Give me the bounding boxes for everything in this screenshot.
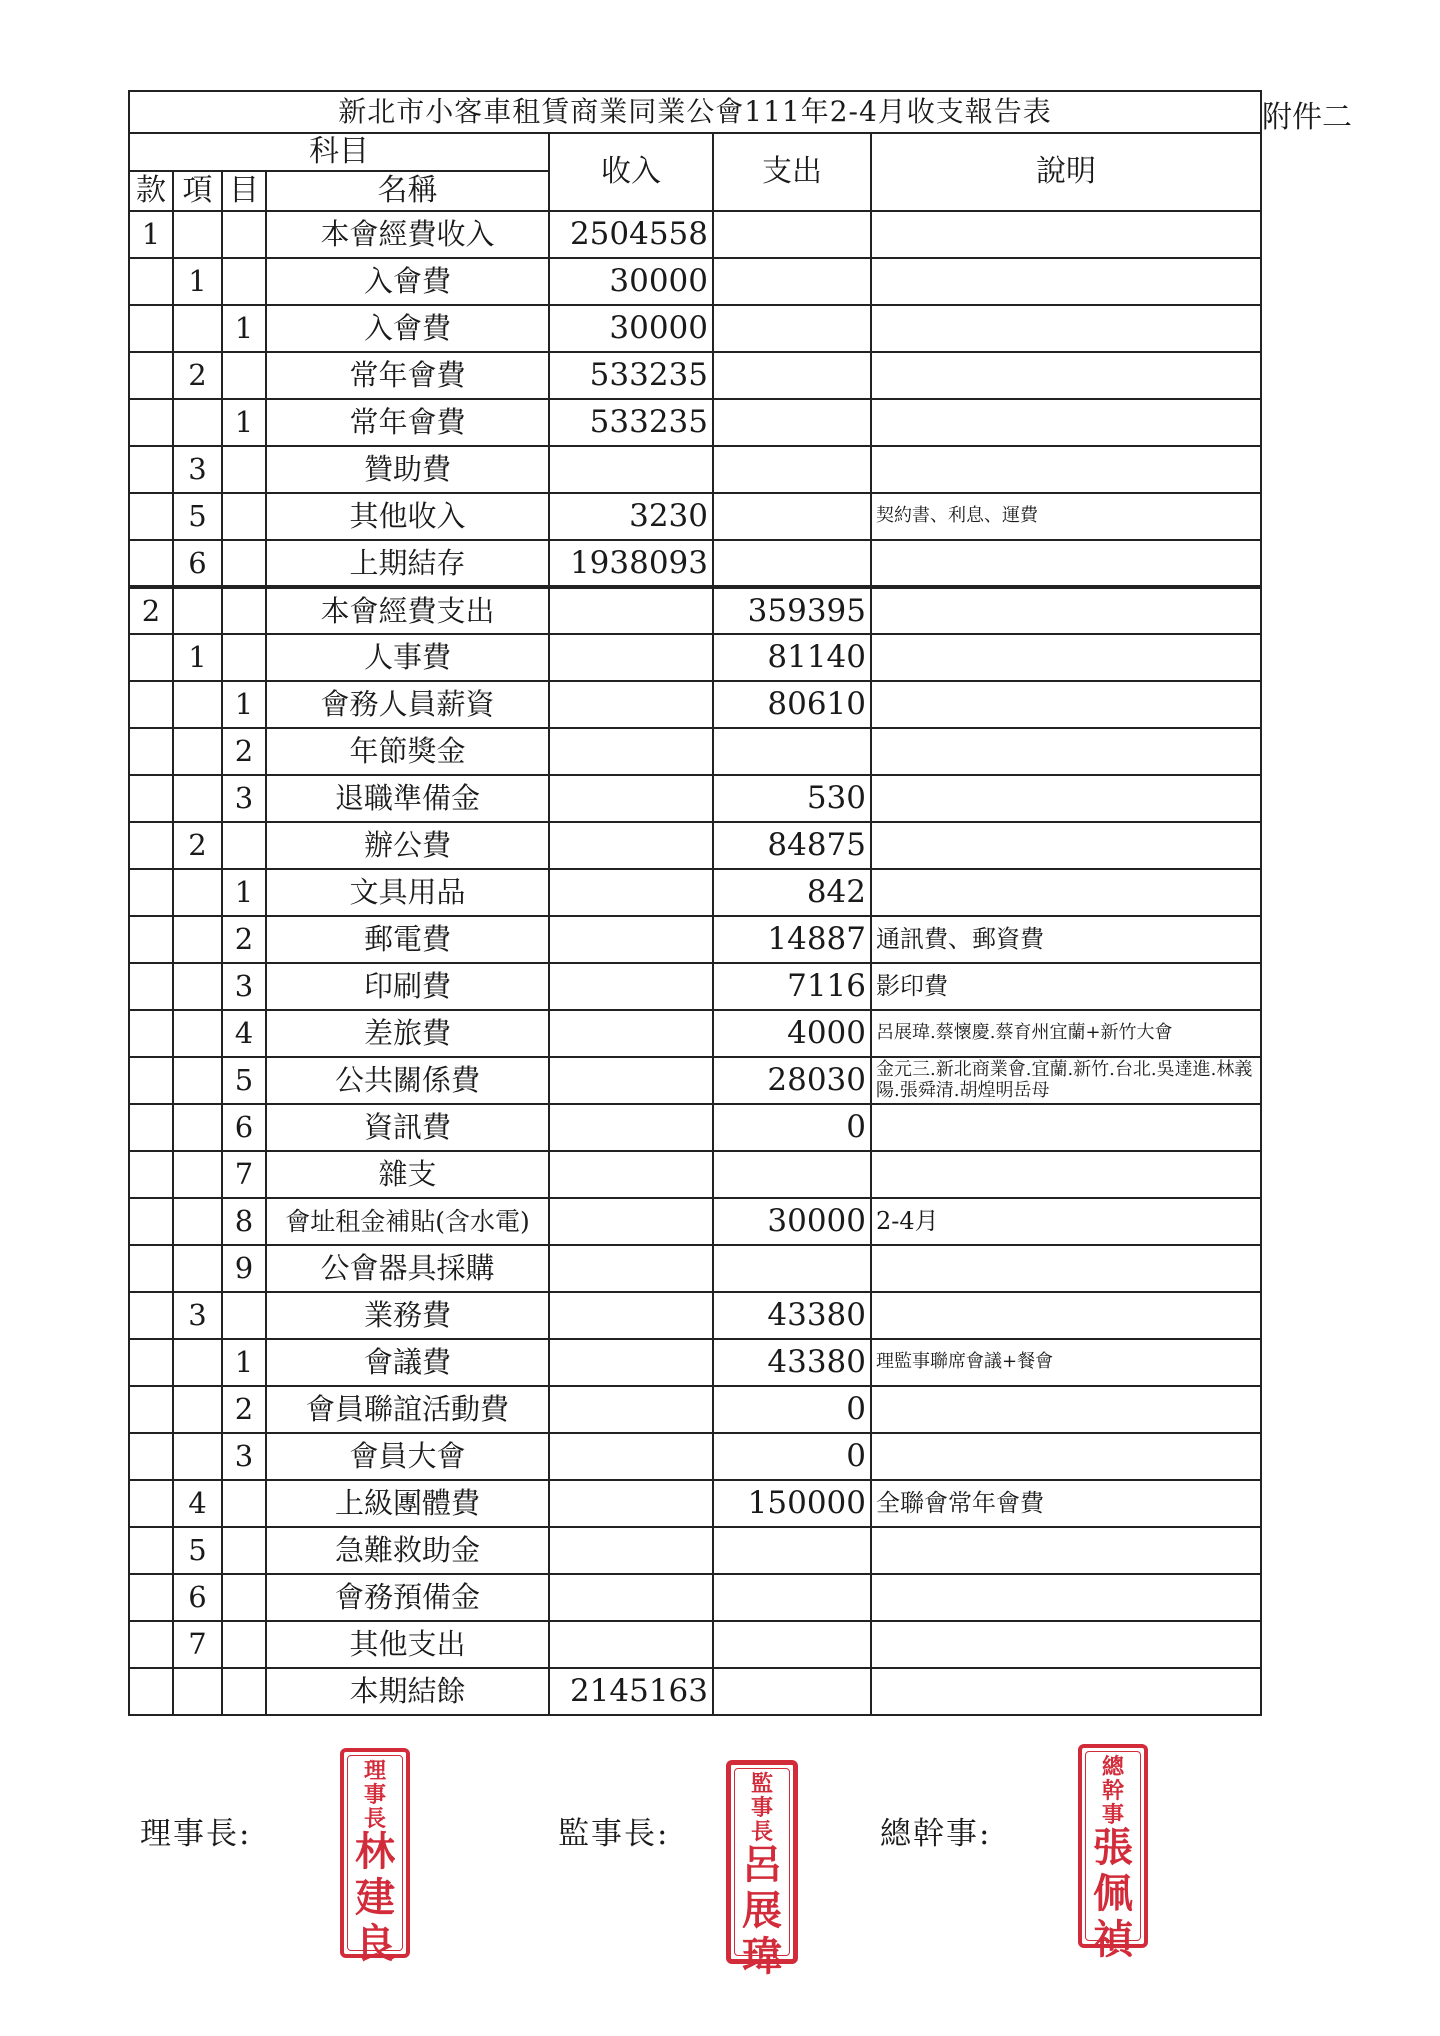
xiang-cell <box>173 963 222 1010</box>
income-cell: 1938093 <box>549 540 713 587</box>
mu-cell <box>222 1668 266 1715</box>
income-cell <box>549 1386 713 1433</box>
chairman-seal <box>340 1748 410 1967</box>
note-cell <box>871 775 1261 822</box>
expense-cell <box>713 211 871 258</box>
name-cell: 常年會費 <box>266 399 549 446</box>
income-expense-report-table <box>128 90 1262 1716</box>
income-cell <box>549 1574 713 1621</box>
mu-cell <box>222 211 266 258</box>
xiang-cell: 5 <box>173 493 222 540</box>
income-cell <box>549 634 713 681</box>
income-cell <box>549 1104 713 1151</box>
expense-cell: 80610 <box>713 681 871 728</box>
name-cell: 急難救助金 <box>266 1527 549 1574</box>
header-xiang: 項 <box>173 171 222 211</box>
expense-cell <box>713 399 871 446</box>
table-row <box>129 1151 1261 1198</box>
kuan-cell <box>129 1292 173 1339</box>
table-row <box>129 1010 1261 1057</box>
name-cell: 會員聯誼活動費 <box>266 1386 549 1433</box>
report-title: 新北市小客車租賃商業同業公會111年2-4月收支報告表 <box>129 91 1261 133</box>
expense-cell <box>713 540 871 587</box>
expense-cell: 530 <box>713 775 871 822</box>
xiang-cell <box>173 211 222 258</box>
note-cell <box>871 587 1261 634</box>
xiang-cell: 2 <box>173 822 222 869</box>
note-cell: 契約書、利息、運費 <box>871 493 1261 540</box>
mu-cell: 2 <box>222 916 266 963</box>
table-row <box>129 446 1261 493</box>
kuan-cell <box>129 1574 173 1621</box>
header-mu: 目 <box>222 171 266 211</box>
kuan-cell: 2 <box>129 587 173 634</box>
note-cell: 全聯會常年會費 <box>871 1480 1261 1527</box>
income-cell <box>549 1292 713 1339</box>
mu-cell <box>222 1574 266 1621</box>
kuan-cell <box>129 822 173 869</box>
name-cell: 資訊費 <box>266 1104 549 1151</box>
kuan-cell <box>129 305 173 352</box>
kuan-cell <box>129 1151 173 1198</box>
expense-cell: 0 <box>713 1386 871 1433</box>
mu-cell: 7 <box>222 1151 266 1198</box>
table-row <box>129 587 1261 634</box>
xiang-cell: 7 <box>173 1621 222 1668</box>
chairman-seal-text: 理 事 長 林 建 良 <box>355 1758 395 1967</box>
header-subject: 科目 <box>129 133 549 171</box>
mu-cell: 2 <box>222 1386 266 1433</box>
name-cell: 公共關係費 <box>266 1057 549 1104</box>
income-cell <box>549 1245 713 1292</box>
expense-cell: 7116 <box>713 963 871 1010</box>
kuan-cell <box>129 1527 173 1574</box>
xiang-cell <box>173 728 222 775</box>
expense-cell <box>713 446 871 493</box>
income-cell: 3230 <box>549 493 713 540</box>
kuan-cell <box>129 1104 173 1151</box>
header-expense: 支出 <box>713 133 871 211</box>
secretary-seal-text: 總 幹 事 張 佩 禎 <box>1093 1754 1133 1963</box>
income-cell: 533235 <box>549 399 713 446</box>
kuan-cell <box>129 1386 173 1433</box>
xiang-cell <box>173 1057 222 1104</box>
table-row <box>129 1668 1261 1715</box>
mu-cell <box>222 1527 266 1574</box>
kuan-cell <box>129 728 173 775</box>
xiang-cell: 1 <box>173 258 222 305</box>
note-cell <box>871 258 1261 305</box>
mu-cell: 2 <box>222 728 266 775</box>
name-cell: 會務人員薪資 <box>266 681 549 728</box>
table-row <box>129 1339 1261 1386</box>
income-cell <box>549 1151 713 1198</box>
note-cell <box>871 1621 1261 1668</box>
income-cell: 533235 <box>549 352 713 399</box>
name-cell: 會址租金補貼(含水電) <box>266 1198 549 1245</box>
kuan-cell <box>129 1198 173 1245</box>
name-cell: 年節獎金 <box>266 728 549 775</box>
table-row <box>129 822 1261 869</box>
mu-cell: 4 <box>222 1010 266 1057</box>
table-row <box>129 1198 1261 1245</box>
table-row <box>129 681 1261 728</box>
expense-cell <box>713 1527 871 1574</box>
table-row <box>129 916 1261 963</box>
name-cell: 雜支 <box>266 1151 549 1198</box>
name-cell: 常年會費 <box>266 352 549 399</box>
expense-cell <box>713 1151 871 1198</box>
xiang-cell <box>173 1198 222 1245</box>
income-cell: 30000 <box>549 258 713 305</box>
table-row <box>129 963 1261 1010</box>
table-row <box>129 305 1261 352</box>
expense-cell <box>713 305 871 352</box>
note-cell <box>871 1104 1261 1151</box>
header-kuan: 款 <box>129 171 173 211</box>
secretary-label: 總幹事: <box>880 1816 992 1852</box>
table-row <box>129 869 1261 916</box>
xiang-cell <box>173 869 222 916</box>
expense-cell: 84875 <box>713 822 871 869</box>
name-cell: 業務費 <box>266 1292 549 1339</box>
name-cell: 辦公費 <box>266 822 549 869</box>
xiang-cell <box>173 1010 222 1057</box>
income-cell <box>549 963 713 1010</box>
kuan-cell <box>129 540 173 587</box>
chairman-label: 理事長: <box>140 1816 252 1852</box>
xiang-cell <box>173 1104 222 1151</box>
kuan-cell <box>129 775 173 822</box>
table-row <box>129 399 1261 446</box>
kuan-cell <box>129 1668 173 1715</box>
table-row <box>129 1574 1261 1621</box>
note-cell <box>871 1245 1261 1292</box>
xiang-cell: 2 <box>173 352 222 399</box>
mu-cell: 1 <box>222 305 266 352</box>
xiang-cell: 1 <box>173 634 222 681</box>
xiang-cell <box>173 305 222 352</box>
expense-cell <box>713 258 871 305</box>
income-cell: 2504558 <box>549 211 713 258</box>
xiang-cell <box>173 399 222 446</box>
note-cell: 影印費 <box>871 963 1261 1010</box>
kuan-cell <box>129 1433 173 1480</box>
expense-cell: 30000 <box>713 1198 871 1245</box>
income-cell <box>549 587 713 634</box>
mu-cell: 8 <box>222 1198 266 1245</box>
name-cell: 人事費 <box>266 634 549 681</box>
expense-cell: 842 <box>713 869 871 916</box>
table-row <box>129 258 1261 305</box>
expense-cell: 43380 <box>713 1339 871 1386</box>
note-cell: 2-4月 <box>871 1198 1261 1245</box>
header-income: 收入 <box>549 133 713 211</box>
mu-cell <box>222 446 266 493</box>
name-cell: 本會經費支出 <box>266 587 549 634</box>
table-row <box>129 1057 1261 1104</box>
table-row <box>129 1621 1261 1668</box>
name-cell: 會議費 <box>266 1339 549 1386</box>
kuan-cell <box>129 1339 173 1386</box>
xiang-cell <box>173 1668 222 1715</box>
table-row <box>129 1433 1261 1480</box>
note-cell <box>871 1292 1261 1339</box>
name-cell: 會員大會 <box>266 1433 549 1480</box>
xiang-cell: 6 <box>173 1574 222 1621</box>
income-cell <box>549 1480 713 1527</box>
name-cell: 入會費 <box>266 258 549 305</box>
name-cell: 郵電費 <box>266 916 549 963</box>
table-row <box>129 211 1261 258</box>
expense-cell: 81140 <box>713 634 871 681</box>
income-cell <box>549 822 713 869</box>
income-cell <box>549 1339 713 1386</box>
mu-cell: 9 <box>222 1245 266 1292</box>
table-row <box>129 1527 1261 1574</box>
note-cell <box>871 305 1261 352</box>
expense-cell <box>713 1245 871 1292</box>
expense-cell: 43380 <box>713 1292 871 1339</box>
mu-cell: 3 <box>222 963 266 1010</box>
kuan-cell <box>129 1245 173 1292</box>
name-cell: 退職準備金 <box>266 775 549 822</box>
note-cell <box>871 869 1261 916</box>
name-cell: 印刷費 <box>266 963 549 1010</box>
table-row <box>129 540 1261 587</box>
supervisor-seal-text: 監 事 長 呂 展 瑋 <box>742 1771 782 1980</box>
xiang-cell <box>173 1339 222 1386</box>
table-row <box>129 1245 1261 1292</box>
income-cell: 2145163 <box>549 1668 713 1715</box>
income-cell <box>549 775 713 822</box>
note-cell: 通訊費、郵資費 <box>871 916 1261 963</box>
kuan-cell <box>129 916 173 963</box>
kuan-cell <box>129 869 173 916</box>
table-row <box>129 493 1261 540</box>
mu-cell: 3 <box>222 1433 266 1480</box>
income-cell <box>549 1010 713 1057</box>
income-cell: 30000 <box>549 305 713 352</box>
name-cell: 本會經費收入 <box>266 211 549 258</box>
table-row <box>129 1480 1261 1527</box>
header-row-1 <box>129 133 1261 171</box>
note-cell: 呂展瑋.蔡懷慶.蔡育州宜蘭+新竹大會 <box>871 1010 1261 1057</box>
name-cell: 上級團體費 <box>266 1480 549 1527</box>
note-cell <box>871 1574 1261 1621</box>
xiang-cell <box>173 1245 222 1292</box>
note-cell <box>871 211 1261 258</box>
xiang-cell <box>173 1386 222 1433</box>
table-row <box>129 728 1261 775</box>
table-row <box>129 1292 1261 1339</box>
kuan-cell <box>129 1010 173 1057</box>
kuan-cell <box>129 446 173 493</box>
income-cell <box>549 681 713 728</box>
kuan-cell <box>129 399 173 446</box>
kuan-cell: 1 <box>129 211 173 258</box>
expense-cell <box>713 1621 871 1668</box>
mu-cell: 1 <box>222 681 266 728</box>
xiang-cell <box>173 916 222 963</box>
mu-cell: 1 <box>222 399 266 446</box>
expense-cell: 0 <box>713 1433 871 1480</box>
xiang-cell <box>173 1433 222 1480</box>
expense-cell <box>713 728 871 775</box>
mu-cell <box>222 634 266 681</box>
expense-cell: 150000 <box>713 1480 871 1527</box>
expense-cell: 28030 <box>713 1057 871 1104</box>
xiang-cell <box>173 681 222 728</box>
mu-cell <box>222 493 266 540</box>
note-cell <box>871 1386 1261 1433</box>
table-row <box>129 775 1261 822</box>
name-cell: 文具用品 <box>266 869 549 916</box>
xiang-cell: 3 <box>173 1292 222 1339</box>
note-cell <box>871 540 1261 587</box>
xiang-cell <box>173 587 222 634</box>
mu-cell <box>222 1292 266 1339</box>
income-cell <box>549 1527 713 1574</box>
mu-cell: 1 <box>222 1339 266 1386</box>
kuan-cell <box>129 352 173 399</box>
mu-cell <box>222 822 266 869</box>
expense-cell: 14887 <box>713 916 871 963</box>
name-cell: 入會費 <box>266 305 549 352</box>
name-cell: 其他支出 <box>266 1621 549 1668</box>
kuan-cell <box>129 963 173 1010</box>
note-cell <box>871 1151 1261 1198</box>
expense-cell: 359395 <box>713 587 871 634</box>
note-cell <box>871 352 1261 399</box>
mu-cell <box>222 352 266 399</box>
name-cell: 公會器具採購 <box>266 1245 549 1292</box>
note-cell <box>871 728 1261 775</box>
kuan-cell <box>129 634 173 681</box>
note-cell <box>871 399 1261 446</box>
name-cell: 贊助費 <box>266 446 549 493</box>
table-row <box>129 1104 1261 1151</box>
table-row <box>129 1386 1261 1433</box>
mu-cell <box>222 587 266 634</box>
income-cell <box>549 446 713 493</box>
table-row <box>129 352 1261 399</box>
xiang-cell <box>173 1151 222 1198</box>
table-row <box>129 634 1261 681</box>
mu-cell <box>222 258 266 305</box>
note-cell <box>871 1668 1261 1715</box>
note-cell <box>871 681 1261 728</box>
supervisor-label: 監事長: <box>558 1816 670 1852</box>
kuan-cell <box>129 1480 173 1527</box>
income-cell <box>549 869 713 916</box>
note-cell: 金元三.新北商業會.宜蘭.新竹.台北.吳達進.林義陽.張舜清.胡煌明岳母 <box>871 1057 1261 1104</box>
attachment-label: 附件二 <box>1262 100 1352 135</box>
name-cell: 差旅費 <box>266 1010 549 1057</box>
income-cell <box>549 1433 713 1480</box>
mu-cell <box>222 1480 266 1527</box>
kuan-cell <box>129 1621 173 1668</box>
header-note: 說明 <box>871 133 1261 211</box>
mu-cell: 3 <box>222 775 266 822</box>
mu-cell: 1 <box>222 869 266 916</box>
kuan-cell <box>129 681 173 728</box>
xiang-cell: 3 <box>173 446 222 493</box>
name-cell: 其他收入 <box>266 493 549 540</box>
expense-cell <box>713 1574 871 1621</box>
name-cell: 上期結存 <box>266 540 549 587</box>
xiang-cell: 5 <box>173 1527 222 1574</box>
expense-cell <box>713 352 871 399</box>
kuan-cell <box>129 1057 173 1104</box>
header-name: 名稱 <box>266 171 549 211</box>
note-cell: 理監事聯席會議+餐會 <box>871 1339 1261 1386</box>
xiang-cell: 4 <box>173 1480 222 1527</box>
income-cell <box>549 1621 713 1668</box>
note-cell <box>871 634 1261 681</box>
expense-cell <box>713 493 871 540</box>
note-cell <box>871 1527 1261 1574</box>
income-cell <box>549 916 713 963</box>
mu-cell <box>222 540 266 587</box>
kuan-cell <box>129 258 173 305</box>
secretary-seal <box>1078 1744 1148 1963</box>
name-cell: 本期結餘 <box>266 1668 549 1715</box>
expense-cell: 4000 <box>713 1010 871 1057</box>
xiang-cell <box>173 775 222 822</box>
income-cell <box>549 1198 713 1245</box>
note-cell <box>871 822 1261 869</box>
mu-cell: 6 <box>222 1104 266 1151</box>
mu-cell: 5 <box>222 1057 266 1104</box>
income-cell <box>549 1057 713 1104</box>
expense-cell <box>713 1668 871 1715</box>
report-title-row <box>129 91 1261 133</box>
xiang-cell: 6 <box>173 540 222 587</box>
kuan-cell <box>129 493 173 540</box>
mu-cell <box>222 1621 266 1668</box>
name-cell: 會務預備金 <box>266 1574 549 1621</box>
expense-cell: 0 <box>713 1104 871 1151</box>
income-cell <box>549 728 713 775</box>
note-cell <box>871 1433 1261 1480</box>
note-cell <box>871 446 1261 493</box>
supervisor-seal <box>726 1760 798 1980</box>
